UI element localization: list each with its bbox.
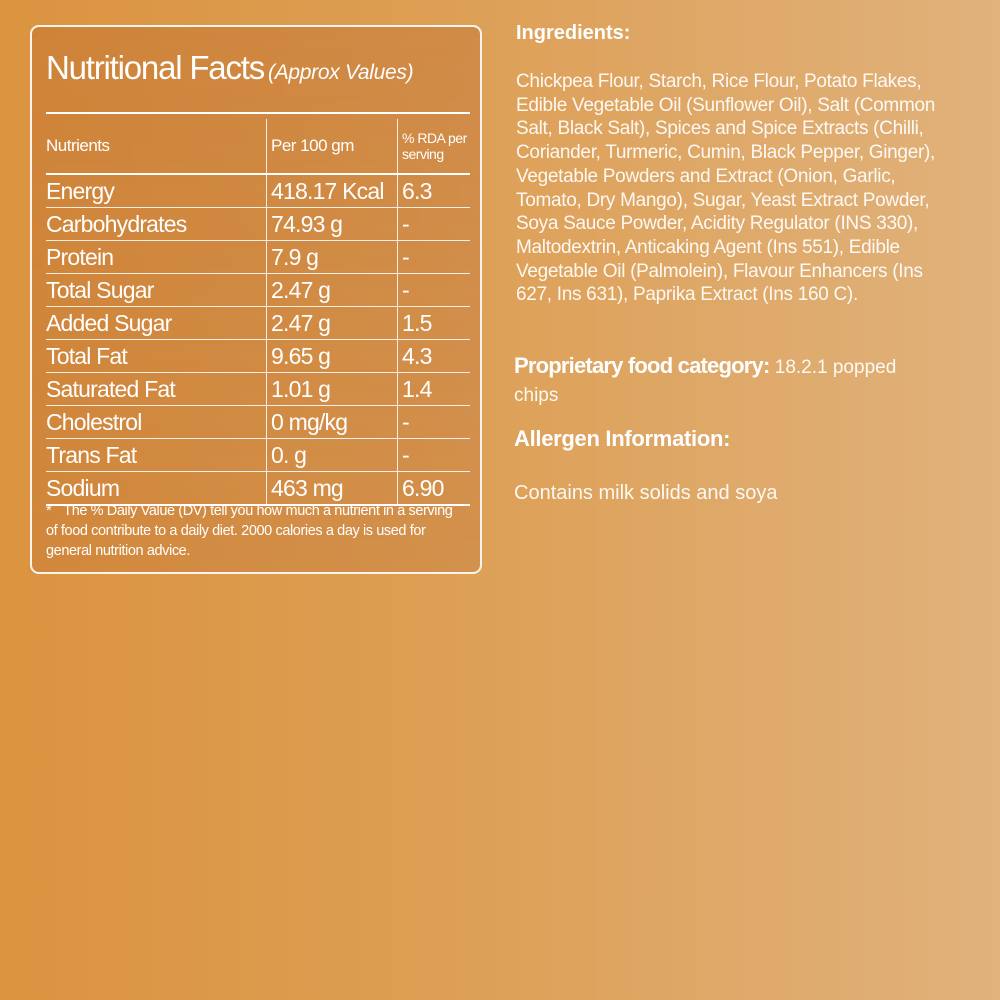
header-per-100gm: Per 100 gm [267, 119, 398, 174]
header-rda: % RDA per serving [398, 119, 471, 174]
nutrition-title-main: Nutritional Facts [46, 49, 265, 86]
ingredients-text: Chickpea Flour, Starch, Rice Flour, Potato Flakes, Edible Vegetable Oil (Sunflower Oil), Salt (Common Salt, Black Salt), Spices and Spice Extracts (Chilli, Coriander, Turmeric, Cumin, Black Pepper, Ginger), Vegetable Powders and Extract (Onion, Garlic, Tomato, Dry Mango), Sugar, Yeast Extract Powder, Soya Sauce Powder, Acidity Regulator (INS 330), Maltodextrin, Anticaking Agent (Ins 551), Edible Vegetable Oil (Palmolein), Flavour Enhancers (Ins 627, Ins 631), Paprika Extract (Ins 160 C). [516, 71, 936, 306]
daily-value-footnote [46, 501, 466, 561]
nutrient-rda: 6.90 [398, 472, 471, 506]
table-header-row [46, 119, 470, 174]
nutrient-amount: 74.93 g [267, 208, 398, 241]
nutrient-name: Trans Fat [46, 439, 267, 472]
nutrient-name: Energy [46, 174, 267, 208]
nutrition-title-subtitle: (Approx Values) [268, 61, 414, 84]
nutrient-rda: 1.5 [398, 307, 471, 340]
nutrient-rda: - [398, 406, 471, 439]
nutrient-amount: 2.47 g [267, 307, 398, 340]
table-row [46, 307, 470, 340]
footnote-marker: * [46, 503, 52, 519]
nutrient-rda: 4.3 [398, 340, 471, 373]
nutrient-rda: - [398, 439, 471, 472]
nutrient-amount: 7.9 g [267, 241, 398, 274]
nutrient-name: Sodium [46, 472, 267, 506]
table-row [46, 373, 470, 406]
header-nutrients: Nutrients [46, 136, 110, 155]
table-row [46, 439, 470, 472]
footnote-text: The % Daily Value (DV) tell you how much a nutrient in a serving of food contribute to a daily diet. 2000 calories a day is used for general nutrition advice. [46, 503, 453, 559]
nutrient-name: Total Fat [46, 340, 267, 373]
food-category-label: Proprietary food category: [514, 353, 770, 378]
title-divider [46, 112, 470, 114]
allergen-heading: Allergen Information: [514, 426, 731, 451]
nutrient-amount: 418.17 Kcal [267, 174, 398, 208]
nutrient-amount: 0 mg/kg [267, 406, 398, 439]
nutrient-rda: 1.4 [398, 373, 471, 406]
table-row [46, 472, 470, 506]
table-row [46, 174, 470, 208]
nutrient-rda: - [398, 241, 471, 274]
table-row [46, 208, 470, 241]
nutrient-amount: 0. g [267, 439, 398, 472]
nutrient-rda: - [398, 274, 471, 307]
nutrient-name: Added Sugar [46, 307, 267, 340]
nutrient-amount: 9.65 g [267, 340, 398, 373]
table-row [46, 340, 470, 373]
nutrition-facts-panel [30, 25, 482, 574]
nutrient-amount: 1.01 g [267, 373, 398, 406]
ingredients-heading: Ingredients: [516, 22, 631, 44]
nutrient-name: Protein [46, 241, 267, 274]
nutrient-rda: - [398, 208, 471, 241]
nutrition-table [46, 119, 470, 506]
nutrient-name: Total Sugar [46, 274, 267, 307]
nutrient-rda: 6.3 [398, 174, 471, 208]
nutrient-amount: 463 mg [267, 472, 398, 506]
table-row [46, 274, 470, 307]
nutrient-name: Saturated Fat [46, 373, 267, 406]
table-row [46, 241, 470, 274]
nutrient-name: Carbohydrates [46, 208, 267, 241]
food-category-value: 18.2.1 popped chips [514, 357, 897, 406]
food-category [514, 352, 934, 410]
nutrient-name: Cholestrol [46, 406, 267, 439]
allergen-text: Contains milk solids and soya [514, 482, 778, 504]
nutrition-title [46, 49, 413, 87]
nutrient-amount: 2.47 g [267, 274, 398, 307]
table-row [46, 406, 470, 439]
